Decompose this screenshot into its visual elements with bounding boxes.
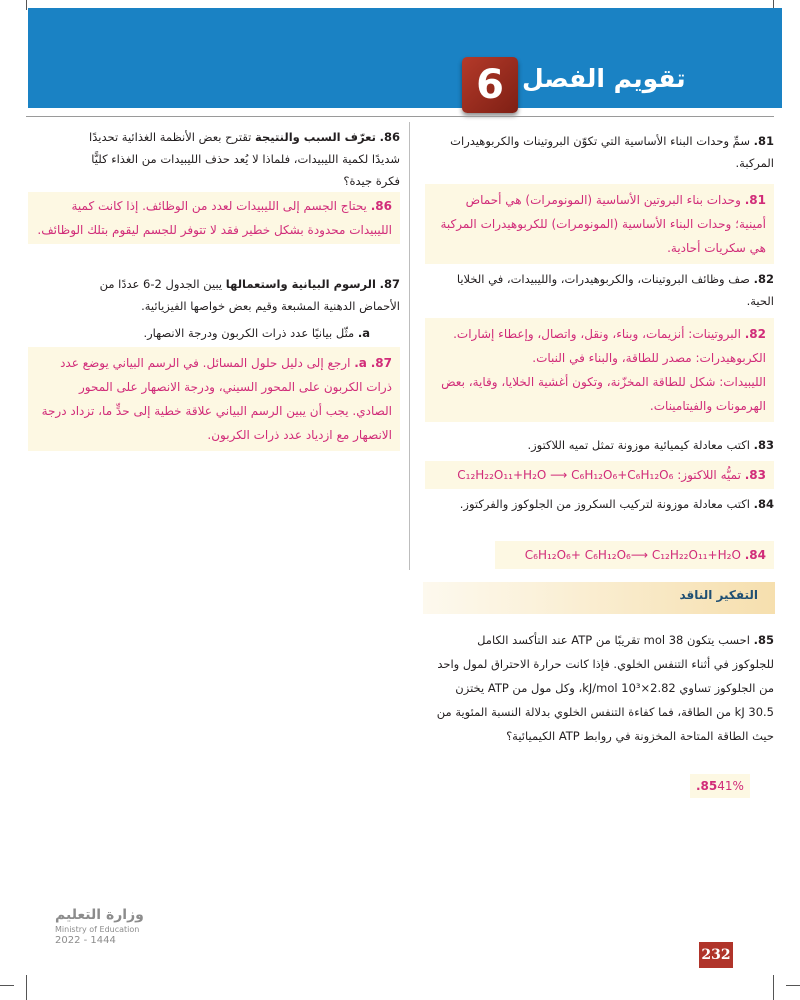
question-text: احسب يتكون 38 mol تقريبًا من ATP عند التأكسد الكامل للجلوكوز في أثناء التنفس الخلوي. فإذا كانت حرارة الاحتراق لمول واحد من الجلوكوز تساوي 2.82×10³ kJ/mol، وكل مول من ATP يختزن 30.5 kJ من الطاقة، فما كفاءة التنفس الخلوي بدلالة النسبة المئوية من حيث الطاقة المتاحة المخزونة في روابط ATP الكيميائية؟ [436, 633, 774, 743]
question-86 [88, 126, 400, 192]
chapter-banner [28, 8, 782, 108]
answer-line-lipids: الليبيدات: شكل للطاقة المخزّنة، وتكون أغشية الخلايا، وقاية، بعض الهرمونات والفيتامينات. [441, 375, 766, 413]
column-divider [409, 122, 410, 570]
ministry-name-ar: وزارة التعليم [55, 907, 144, 923]
answer-83 [425, 461, 774, 489]
answer-85 [690, 774, 750, 798]
answer-87 [28, 347, 400, 451]
question-number: 86. [379, 130, 400, 144]
answer-text: ارجع إلى دليل حلول المسائل. في الرسم البياني يوضع عدد ذرات الكربون على المحور السيني، ودرجة الانصهار على المحور الصادي. يجب أن يبين الرسم البياني علاقة خطية إلى حدٍّ ما، تزداد درجة الانصهار مع ازدياد عدد ذرات الكربون. [41, 356, 392, 442]
answer-number: 86. [370, 199, 392, 213]
question-81 [434, 130, 774, 174]
answer-value: 41% [717, 779, 744, 793]
answer-number: 81. [744, 193, 766, 207]
critical-thinking-title: التفكير الناقد [679, 588, 758, 602]
question-text: اكتب معادلة موزونة لتركيب السكروز من الجلوكوز والفركتوز. [459, 497, 750, 511]
answer-line-proteins: 82. البروتينات: أنزيمات، وبناء، ونقل، واتصال، وإعطاء إشارات. [453, 327, 766, 341]
chemical-equation: C₁₂H₂₂O₁₁+H₂O ⟶ C₆H₁₂O₆+C₆H₁₂O₆ [457, 468, 674, 482]
question-number: 81. [753, 134, 774, 148]
question-number: 84. [753, 497, 774, 511]
question-82 [434, 268, 774, 312]
question-text: اكتب معادلة كيميائية موزونة تمثل تميه اللاكتوز. [527, 438, 750, 452]
crop-mark [786, 985, 800, 986]
question-text: تقترح بعض الأنظمة الغذائية تحديدًا شديدًا لكمية الليبيدات، فلماذا لا يُعد حذف الليبيدات من الغذاء كليًّا فكرة جيدة؟ [89, 130, 400, 188]
answer-82 [425, 318, 774, 422]
question-number: 85. [753, 633, 774, 647]
answer-number: 87. [370, 356, 392, 370]
crop-mark [0, 985, 14, 986]
question-lead: الرسوم البيانية واستعمالها [225, 277, 376, 291]
answer-text: وحدات بناء البروتين الأساسية (المونومرات) هي أحماض أمينية؛ وحدات البناء الأساسية (المونومرات) للكربوهيدرات المركبة هي سكريات أحادية. [440, 193, 766, 255]
crop-mark [26, 0, 27, 10]
question-text: مثّل بيانيًا عدد ذرات الكربون ودرجة الانصهار. [143, 326, 355, 340]
crop-mark [773, 975, 774, 1000]
answer-81 [425, 184, 774, 264]
answer-86 [28, 192, 400, 244]
answer-84 [495, 541, 774, 569]
crop-mark [26, 975, 27, 1000]
question-lead: تعرّف السبب والنتيجة [255, 130, 376, 144]
header-rule [26, 116, 774, 117]
question-84 [434, 493, 774, 515]
ministry-logo [55, 907, 144, 946]
question-text: صف وظائف البروتينات، والكربوهيدرات، والليبيدات، في الخلايا الحية. [456, 272, 774, 308]
answer-letter: a. [354, 356, 367, 370]
page-number: 232 [699, 942, 733, 968]
question-text: سمِّ وحدات البناء الأساسية التي تكوّن البروتينات والكربوهيدرات المركبة. [450, 134, 774, 170]
question-number: 82. [753, 272, 774, 286]
question-text: يبين الجدول 2-6 عددًا من الأحماض الدهنية المشبعة وقيم بعض خواصها الفيزيائية. [99, 277, 400, 313]
question-85 [434, 628, 774, 748]
answer-number: 83. [744, 468, 766, 482]
answer-number: 82. [744, 327, 766, 341]
answer-number: .85 [696, 779, 718, 793]
question-number: 87. [379, 277, 400, 291]
answer-label: تميُّه اللاكتوز: [677, 468, 741, 482]
question-letter: a. [357, 326, 370, 340]
ministry-name-en: Ministry of Education [55, 925, 140, 934]
question-87a [88, 322, 370, 344]
question-87 [88, 273, 400, 317]
chapter-number-badge: 6 [462, 57, 518, 113]
answer-text: يحتاج الجسم إلى الليبيدات لعدد من الوظائف. إذا كانت كمية الليبيدات محدودة بشكل خطير فقد لا تتوفر للجسم ليقوم بتلك الوظائف. [37, 199, 392, 237]
answer-number: 84. [744, 548, 766, 562]
question-number: 83. [753, 438, 774, 452]
chemical-equation: C₆H₁₂O₆+ C₆H₁₂O₆⟶ C₁₂H₂₂O₁₁+H₂O [524, 548, 741, 562]
page-title: تقويم الفصل [522, 64, 686, 93]
question-83 [434, 434, 774, 456]
edition-year: 2022 - 1444 [55, 935, 116, 946]
answer-line-carbohydrates: الكربوهيدرات: مصدر للطاقة، والبناء في النبات. [532, 351, 766, 365]
